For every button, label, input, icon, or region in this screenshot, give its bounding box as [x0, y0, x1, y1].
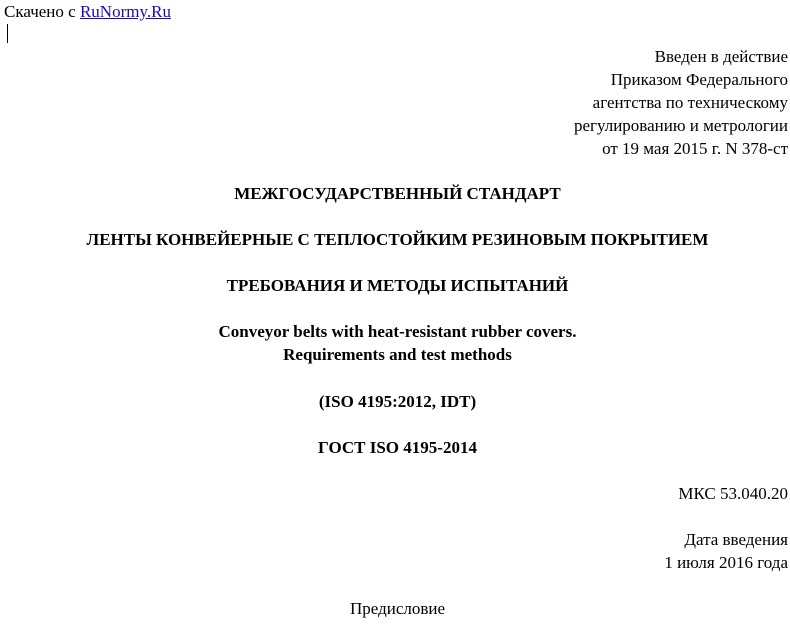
intro-line-1: Введен в действие [654, 47, 788, 66]
intro-line-4: регулированию и метрологии [573, 116, 788, 135]
standard-designation: ГОСТ ISO 4195-2014 [318, 438, 477, 457]
source-link[interactable]: RuNormy.Ru [79, 2, 171, 21]
download-source-line [4, 0, 171, 23]
introduction-block [574, 45, 788, 160]
standard-name-ru: ЛЕНТЫ КОНВЕЙЕРНЫЕ С ТЕПЛОСТОЙКИМ РЕЗИНОВЫМ ПОКРЫТИЕМ [86, 230, 709, 249]
intro-line-2: Приказом Федерального [610, 70, 788, 89]
foreword-heading: Предисловие [349, 599, 446, 618]
download-prefix: Скачено с [4, 2, 76, 21]
effective-date-label: Дата введения [684, 530, 788, 549]
effective-date-block [664, 528, 788, 574]
effective-date-value: 1 июля 2016 года [664, 553, 788, 572]
mks-code: МКС 53.040.20 [678, 484, 788, 503]
standard-name-en-line-2: Requirements and test methods [283, 345, 512, 364]
intro-line-3: агентства по техническому [592, 93, 788, 112]
standard-subtitle-ru: ТРЕБОВАНИЯ И МЕТОДЫ ИСПЫТАНИЙ [226, 276, 569, 295]
standard-name-en [0, 320, 790, 366]
intro-line-5: от 19 мая 2015 г. N 378-ст [602, 139, 788, 158]
text-cursor [7, 24, 8, 43]
standard-type-heading: МЕЖГОСУДАРСТВЕННЫЙ СТАНДАРТ [234, 184, 561, 203]
iso-reference: (ISO 4195:2012, IDT) [318, 392, 477, 411]
standard-name-en-line-1: Conveyor belts with heat-resistant rubber covers. [218, 322, 577, 341]
